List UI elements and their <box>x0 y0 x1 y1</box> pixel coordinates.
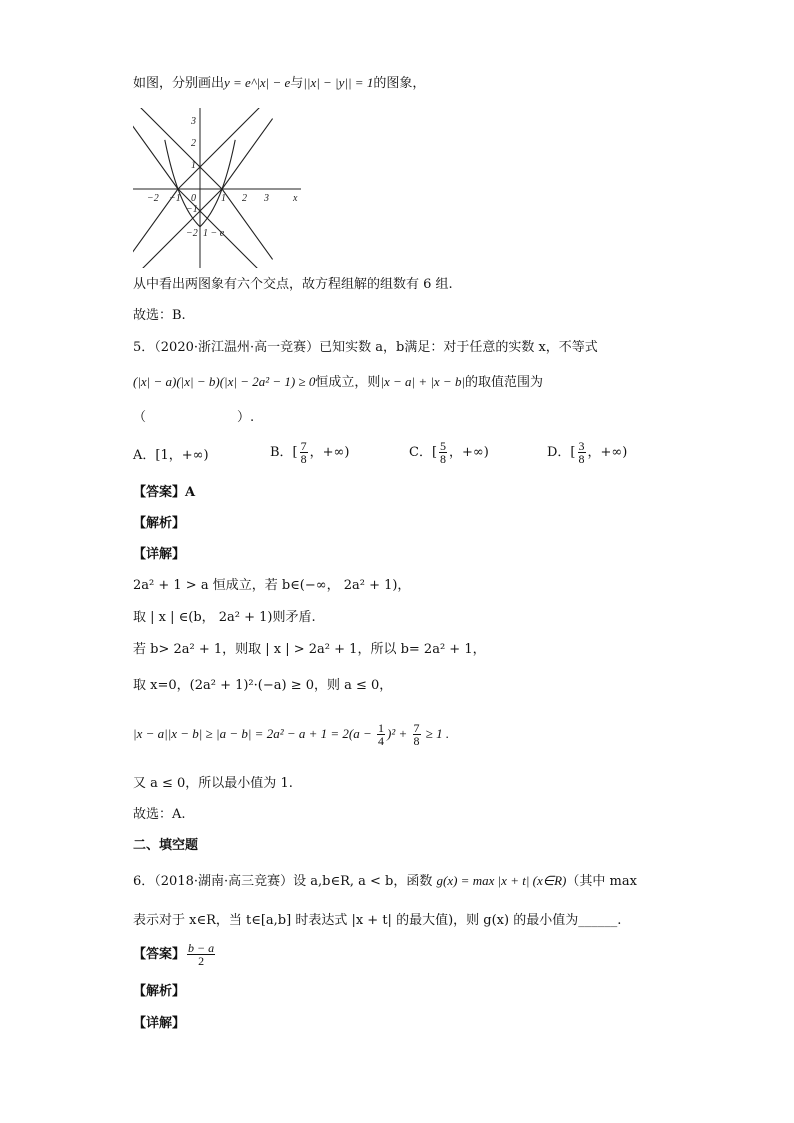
q6-answer <box>133 942 217 967</box>
option-d-den: 8 <box>578 452 585 466</box>
option-b-fraction <box>300 440 308 465</box>
q5-step4: 取 x=0，(2a² + 1)²·(−a) ≥ 0，则 a ≤ 0， <box>133 678 393 693</box>
q6-analysis-label: 【解析】 <box>133 984 186 999</box>
option-a: A．[1，+∞) <box>133 448 209 463</box>
intro-func2: ||x| − |y|| = 1 <box>303 75 374 90</box>
q5-expr: |x − a| + |x − b| <box>380 374 466 389</box>
option-c-suffix: ，+∞) <box>449 445 489 460</box>
q6-answer-fraction <box>187 942 215 967</box>
q6-line2: 表示对于 x∈R，当 t∈[a,b] 时表达式 |x + t| 的最大值)，则 g(x) 的最小值为______. <box>133 913 622 928</box>
x-tick-neg1: −1 <box>169 193 181 204</box>
x-axis-label: x <box>293 193 298 204</box>
q5-after-ineq: 恒成立，则 <box>315 375 381 390</box>
intro-prefix: 如图，分别画出 <box>133 76 225 91</box>
q6-answer-num: b − a <box>188 941 215 955</box>
section-title: 二、填空题 <box>133 838 199 853</box>
q5-step1: 2a² + 1 > a 恒成立，若 b∈(−∞， 2a² + 1)， <box>133 578 411 593</box>
q5-step5-frac1-num: 1 <box>378 721 385 735</box>
option-d-prefix: D．[ <box>547 445 576 460</box>
q5-step6: 又 a ≤ 0，所以最小值为 1. <box>133 776 293 791</box>
intro-func1: y = e^|x| − e <box>224 75 291 90</box>
curve-upper-v <box>133 108 273 167</box>
intro-line <box>133 74 425 93</box>
option-d-fraction <box>578 440 586 465</box>
q5-after-expr: 的取值范围为 <box>465 375 544 390</box>
q5-step5-frac1 <box>377 722 385 747</box>
q6-func: g(x) = max |x + t| (x∈R) <box>436 873 567 888</box>
x-tick-2: 2 <box>242 193 247 204</box>
x-tick-0: 0 <box>191 193 196 204</box>
y-tick-1: 1 <box>191 160 196 171</box>
q5-step5 <box>133 722 449 747</box>
q5-step5-paren-open: (a − <box>348 726 376 741</box>
y-tick-3: 3 <box>191 116 196 127</box>
option-c-num: 5 <box>440 439 447 453</box>
option-c-fraction <box>439 440 447 465</box>
q5-inequality: (|x| − a)(|x| − b)(|x| − 2a² − 1) ≥ 0 <box>133 374 316 389</box>
y-tick-neg1: −1 <box>186 204 198 215</box>
q5-header: 5．（2020·浙江温州·高一竞赛）已知实数 a，b满足：对于任意的实数 x，不等式 <box>133 340 598 355</box>
q5-step5-paren-close: )² <box>387 726 396 741</box>
option-c-den: 8 <box>440 452 447 466</box>
q5-step2: 取 | x | ∈(b， 2a² + 1)则矛盾. <box>133 610 316 625</box>
q5-step5-end: ≥ 1 . <box>422 726 450 741</box>
q6-line1-a: 6．（2018·湖南·高三竞赛）设 a,b∈R, a < b，函数 <box>133 874 437 889</box>
intro-suffix: 的图象， <box>373 76 426 91</box>
q5-detail-label: 【详解】 <box>133 547 186 562</box>
option-d <box>547 440 627 465</box>
function-graph <box>133 108 303 268</box>
q5-step3: 若 b> 2a² + 1，则取 | x | > 2a² + 1，所以 b= 2a² + 1， <box>133 642 486 657</box>
q6-answer-den: 2 <box>198 954 205 968</box>
q5-step5-left: |x − a||x − b| ≥ |a − b| = 2a² − a + 1 = 2 <box>133 726 349 741</box>
special-label: 1 − e <box>203 228 225 239</box>
q5-condition-line <box>133 373 543 392</box>
option-c <box>409 440 489 465</box>
option-d-suffix: ，+∞) <box>587 445 628 460</box>
option-b-prefix: B．[ <box>270 445 298 460</box>
option-b-den: 8 <box>300 452 307 466</box>
q5-step5-frac2-den: 8 <box>413 734 420 748</box>
q5-analysis-label: 【解析】 <box>133 516 186 531</box>
y-tick-2: 2 <box>191 138 196 149</box>
q5-step5-plus: + <box>395 726 411 741</box>
curve-lower-v <box>133 211 273 268</box>
q5-step5-frac2-num: 7 <box>413 721 420 735</box>
q5-final: 故选：A. <box>133 807 186 822</box>
q5-step5-frac1-den: 4 <box>378 734 385 748</box>
answer4-text: 故选：B. <box>133 308 186 323</box>
option-b-suffix: ，+∞) <box>309 445 350 460</box>
option-d-num: 3 <box>578 439 585 453</box>
intro-mid: 与 <box>290 76 304 91</box>
q5-paren: （ ）. <box>133 410 255 425</box>
option-c-prefix: C．[ <box>409 445 438 460</box>
conclusion-text: 从中看出两图象有六个交点，故方程组解的组数有 6 组. <box>133 277 453 292</box>
x-tick-1: 1 <box>221 193 226 204</box>
q6-detail-label: 【详解】 <box>133 1016 186 1031</box>
q6-line1-b: （其中 max <box>566 874 637 889</box>
option-b <box>270 440 349 465</box>
option-b-num: 7 <box>300 439 307 453</box>
y-tick-neg2: −2 <box>186 228 198 239</box>
x-tick-neg2: −2 <box>147 193 159 204</box>
q6-answer-label: 【答案】 <box>133 947 186 962</box>
q6-line1 <box>133 872 637 891</box>
q5-step5-frac2 <box>413 722 421 747</box>
x-tick-3: 3 <box>264 193 269 204</box>
q5-answer-label: 【答案】A <box>133 485 196 500</box>
